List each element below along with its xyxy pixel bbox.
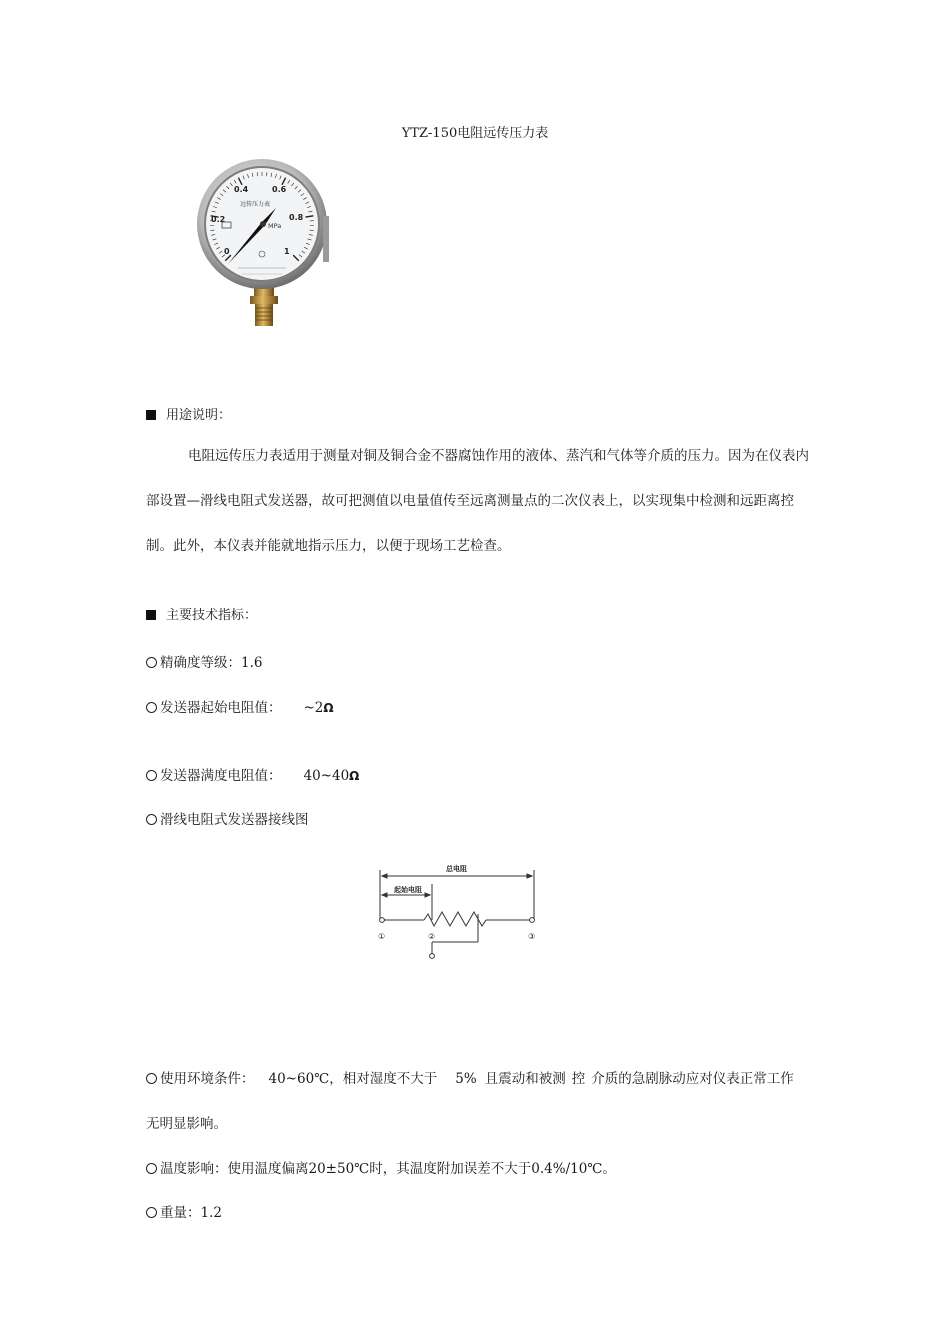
- wiring-diagram: [372, 858, 548, 962]
- ohm-symbol: Ω: [349, 769, 360, 783]
- spec-weight: 重量：1.2: [146, 1201, 222, 1221]
- wiring-total-label: 总电阻: [446, 865, 467, 873]
- spec-environment: 使用环境条件： 40~60℃，相对湿度不大于 5% 且震动和被测 控 介质的急剧脉动应对仪表正常工作: [146, 1067, 794, 1087]
- gauge-scale-0.4: 0.4: [234, 185, 249, 194]
- spec-start-resistance: 发送器起始电阻值： ~2Ω: [146, 696, 334, 716]
- terminal-2: ②: [428, 932, 436, 941]
- square-bullet-icon: [146, 610, 156, 620]
- circle-bullet-icon: [146, 702, 157, 713]
- circle-bullet-icon: [146, 1163, 157, 1174]
- spec-temperature: 温度影响：使用温度偏离20±50℃时，其温度附加误差不大于0.4%/10℃。: [146, 1157, 616, 1177]
- square-bullet-icon: [146, 410, 156, 420]
- page-title: YTZ-150电阻远传压力表: [401, 126, 549, 141]
- gauge-dial-text: 远传压力表: [240, 201, 271, 208]
- circle-bullet-icon: [146, 770, 157, 781]
- gauge-unit: MPa: [268, 222, 282, 230]
- gauge-scale-0.2: 0.2: [211, 215, 226, 224]
- gauge-scale-0.8: 0.8: [289, 213, 304, 222]
- pressure-gauge-image: [192, 156, 332, 332]
- spec-wiring-title: 滑线电阻式发送器接线图: [146, 808, 309, 828]
- circle-bullet-icon: [146, 814, 157, 825]
- gauge-scale-0.6: 0.6: [272, 185, 287, 194]
- ohm-symbol: Ω: [323, 701, 334, 715]
- circle-bullet-icon: [146, 657, 157, 668]
- section-specs-heading: 主要技术指标：: [146, 604, 257, 623]
- section-usage-heading: 用途说明：: [146, 404, 231, 423]
- spec-accuracy: 精确度等级：1.6: [146, 651, 262, 671]
- gauge-scale-1: 1: [284, 247, 290, 256]
- spec-full-resistance: 发送器满度电阻值： 40~40Ω: [146, 764, 359, 784]
- gauge-scale-0: 0: [224, 247, 230, 256]
- terminal-1: ①: [378, 932, 386, 941]
- spec-environment-line2: 无明显影响。: [146, 1116, 227, 1132]
- wiring-start-label: 起始电阻: [394, 886, 422, 894]
- circle-bullet-icon: [146, 1073, 157, 1084]
- terminal-3: ③: [528, 932, 536, 941]
- usage-paragraph: 电阻远传压力表适用于测量对铜及铜合金不器腐蚀作用的液体、蒸汽和气体等介质的压力。因为在仪表内部设置—滑线电阻式发送器，故可把测值以电量值传至远离测量点的二次仪表上，以实现集中检测和远距离控制。此外，本仪表并能就地指示压力，以便于现场工艺检查。: [146, 448, 809, 554]
- circle-bullet-icon: [146, 1207, 157, 1218]
